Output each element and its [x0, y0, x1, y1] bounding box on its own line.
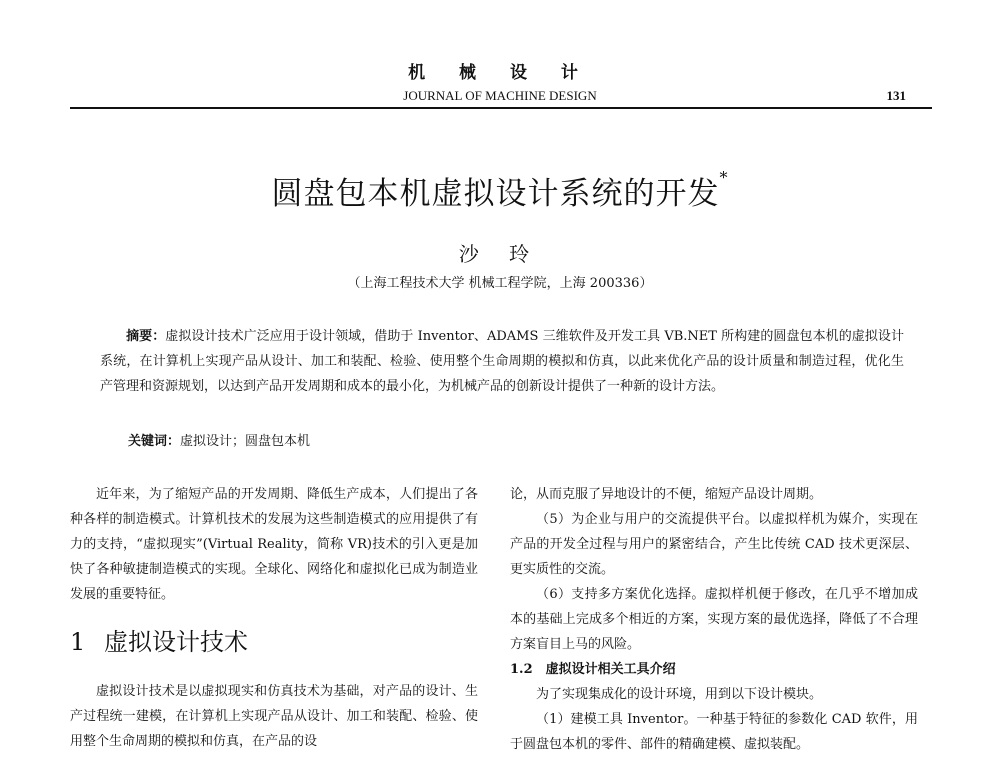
article-title — [0, 168, 1000, 213]
journal-name-cn: 机 械 设 计 — [408, 63, 592, 83]
author-name: 沙 玲 — [458, 242, 542, 266]
abstract-label: 摘要： — [126, 329, 166, 344]
keywords-text: 虚拟设计；圆盘包本机 — [180, 434, 311, 449]
right-column — [510, 482, 918, 757]
abstract — [100, 324, 904, 399]
subsection-heading: 1.2 虚拟设计相关工具介绍 — [510, 662, 676, 677]
tools-intro-paragraph: 为了实现集成化的设计环境，用到以下设计模块。 — [536, 687, 823, 702]
paragraph-item-6: （6）支持多方案优化选择。虚拟样机便于修改，在几乎不增加成本的基础上完成多个相近的方案，实现方案的最优选择，降低了不合理方案盲目上马的风险。 — [510, 587, 918, 652]
keywords-label: 关键词： — [128, 434, 181, 449]
title-footnote-mark: * — [719, 168, 729, 187]
journal-name-en: JOURNAL OF MACHINE DESIGN — [403, 88, 597, 103]
intro-paragraph: 近年来，为了缩短产品的开发周期、降低生产成本，人们提出了各种各样的制造模式。计算机技术的发展为这些制造模式的应用提供了有力的支持，“虚拟现实”(Virtual Reality，简称 VR)技术的引入更是加快了各种敏捷制造模式的实现。全球化、网络化和虚拟化已成为制造业发展的重要特征。 — [70, 487, 478, 602]
section-heading — [70, 627, 478, 657]
section-title: 虚拟设计技术 — [104, 628, 248, 656]
paragraph-item-5: （5）为企业与用户的交流提供平台。以虚拟样机为媒介，实现在产品的开发全过程与用户的紧密结合，产生比传统 CAD 技术更深层、更实质性的交流。 — [510, 512, 918, 577]
header-rule — [70, 107, 932, 109]
left-column — [70, 482, 478, 754]
abstract-text: 虚拟设计技术广泛应用于设计领域，借助于 Inventor、ADAMS 三维软件及开发工具 VB.NET 所构建的圆盘包本机的虚拟设计系统，在计算机上实现产品从设计、加工和装配、检验、使用整个生命周期的模拟和仿真，以此来优化产品的设计质量和制造过程，优化生产管理和资源规划，以达到产品开发周期和成本的最小化，为机械产品的创新设计提供了一种新的设计方法。 — [100, 329, 904, 394]
tool-item-1: （1）建模工具 Inventor。一种基于特征的参数化 CAD 软件，用于圆盘包本机的零件、部件的精确建模、虚拟装配。 — [510, 712, 918, 752]
page-number: 131 — [886, 88, 906, 103]
author-affiliation: （上海工程技术大学 机械工程学院，上海 200336） — [347, 276, 653, 291]
keywords — [128, 430, 310, 449]
section-number: 1 — [70, 628, 86, 656]
article-title-text: 圆盘包本机虚拟设计系统的开发 — [271, 176, 720, 212]
section-paragraph: 虚拟设计技术是以虚拟现实和仿真技术为基础，对产品的设计、生产过程统一建模，在计算机上实现产品从设计、加工和装配、检验、使用整个生命周期的模拟和仿真，在产品的设 — [70, 684, 478, 749]
paragraph-continued: 论，从而克服了异地设计的不便，缩短产品设计周期。 — [510, 487, 823, 502]
